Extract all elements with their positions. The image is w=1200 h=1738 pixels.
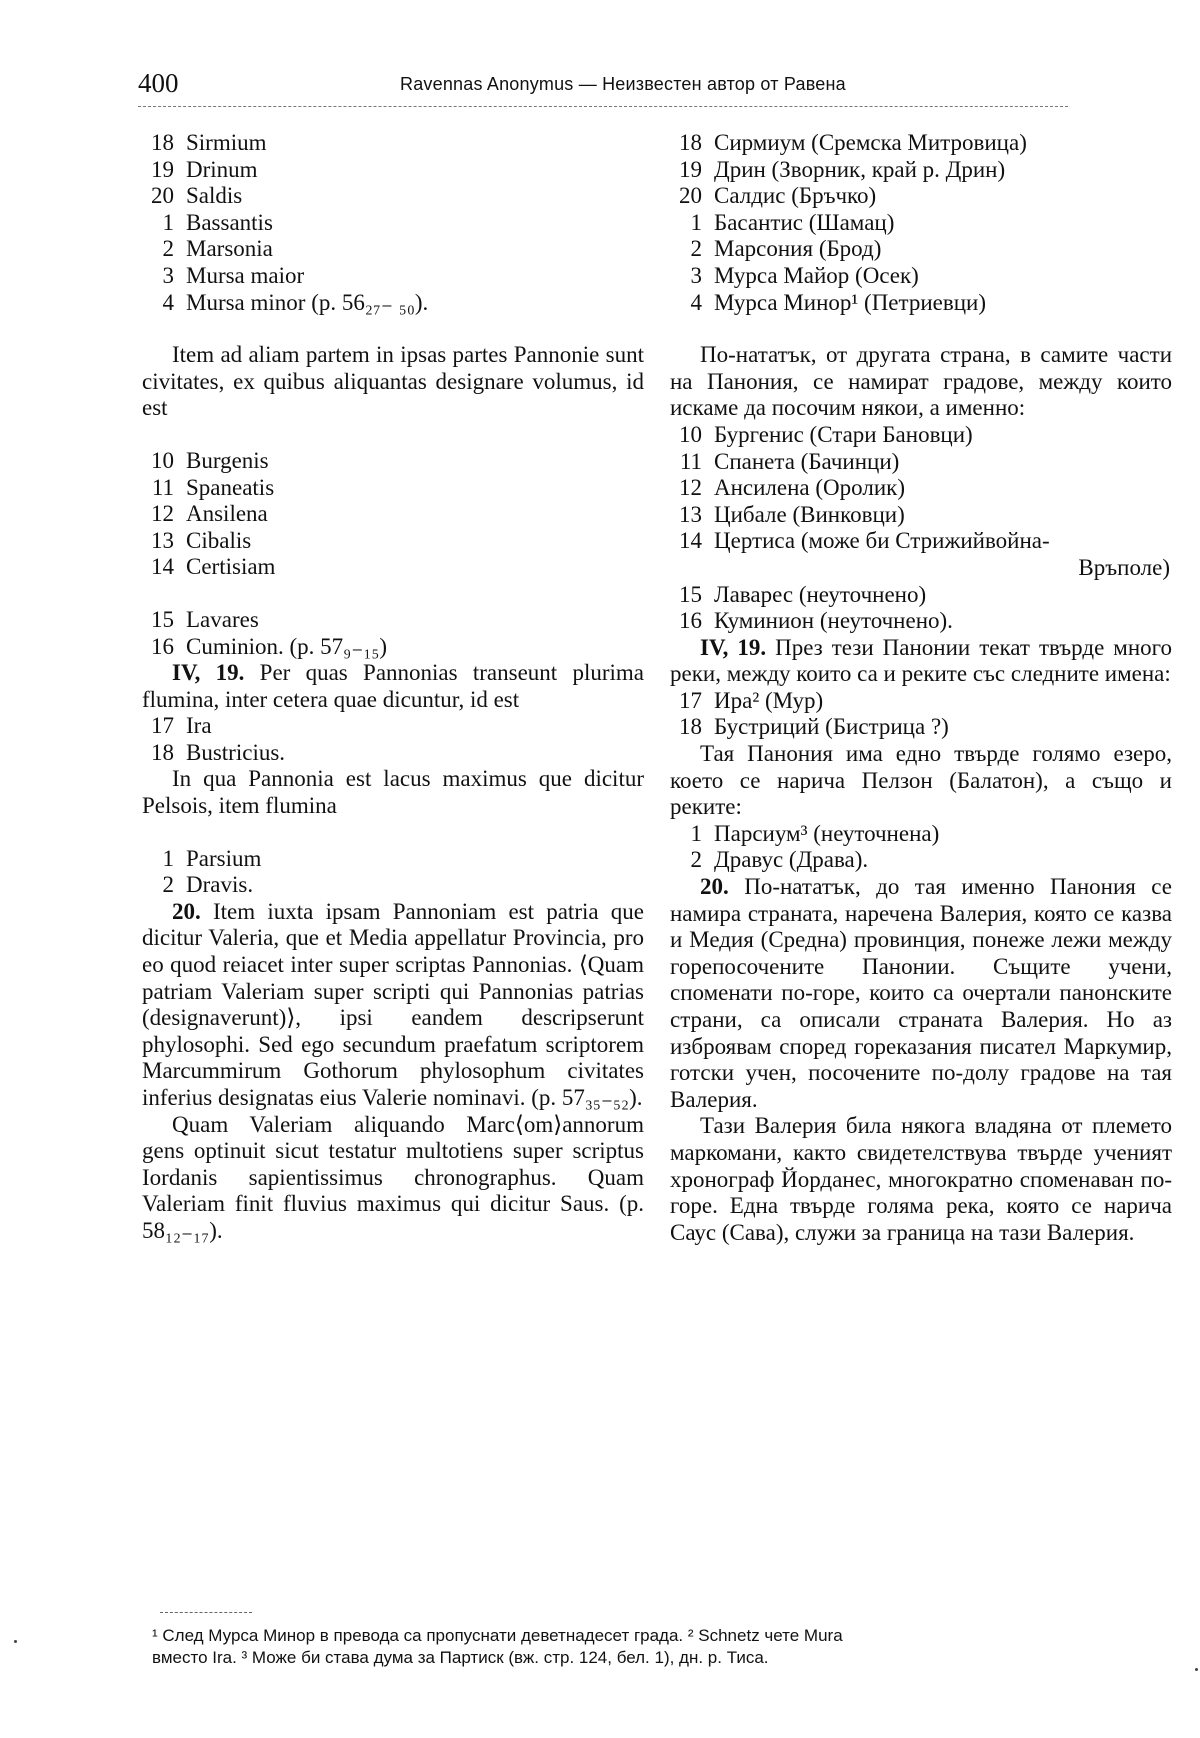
paragraph: In qua Pannonia est lacus maximus que dicitur Pelsois, item flumina xyxy=(142,766,644,819)
scan-speck xyxy=(14,1640,17,1643)
list-item: 20 Салдис (Бръчко) xyxy=(679,183,877,209)
list-item: 1 Парсиум³ (неуточнена) xyxy=(690,820,940,846)
section-label: 20. xyxy=(700,874,729,900)
list-item: 3 Мурса Майор (Осек) xyxy=(690,262,919,288)
list-item: 10 Burgenis xyxy=(151,447,269,473)
section-19: IV, 19. През тези Панонии текат твърде много реки, между които са и реките със следните имена: xyxy=(670,634,1172,687)
list-item: 13 Cibalis xyxy=(151,527,252,553)
paragraph: Тази Валерия била някога владяна от племето маркомани, както свидетелствува твърде ученият хронограф Йорданес, многократно споменаван по-горе. Една твърде голяма река, която се нарича Саус (Сава), служи за граница на тази Валерия. xyxy=(670,1113,1172,1245)
list-item: 11 Спанета (Бачинци) xyxy=(679,448,900,474)
list-item: 19 Drinum xyxy=(151,156,258,182)
section-20: 20. По-нататък, до тая именно Панония се намира страната, наречена Валерия, която се казва и Медия (Средна) провинция, понеже лежи между горепосочените Панонии. Същите учени, споменати по-горе, които са очертали панонските страни, са описали страната Валерия. Но аз изброявам според гореказания писател Маркумир, готски учен, посочените по-долу градове на тая Валерия. xyxy=(670,874,1172,1112)
list-item: 4 Мурса Минор¹ (Петриевци) xyxy=(690,289,987,315)
list-item: 16 Cuminion. (p. 57₉₋₁₅) xyxy=(151,633,388,659)
bulgarian-column xyxy=(670,130,1172,1246)
page-number: 400 xyxy=(138,68,179,98)
list-item: 2 Marsonia xyxy=(162,236,273,262)
list-item: 2 Марсония (Брод) xyxy=(690,236,882,262)
list-item: 1 Басантис (Шамац) xyxy=(690,209,895,235)
list-item: 16 Куминион (неуточнено). xyxy=(679,608,953,634)
list-item: 3 Mursa maior xyxy=(162,262,305,288)
list-item: 15 Лаварес (неуточнено) xyxy=(679,581,927,607)
list-item-continuation: Връполе) xyxy=(1078,554,1170,580)
running-title: Ravennas Anonymus — Неизвестен автор от Равена xyxy=(400,74,846,94)
list-item: 18 Сирмиум (Сремска Митровица) xyxy=(679,130,1027,155)
list-item: 4 Mursa minor (p. 56₂₇₋ ₅₀). xyxy=(162,289,429,315)
river-list-2 xyxy=(670,821,1172,874)
footnote-line: вместо Ira. ³ Може би става дума за Партиск (вж. стр. 124, бел. 1), дн. р. Тиса. xyxy=(152,1648,769,1667)
scan-speck xyxy=(1195,1668,1198,1671)
city-list-1 xyxy=(142,130,644,316)
section-label: IV, 19. xyxy=(700,634,767,660)
list-item: 18 Бустриций (Бистрица ?) xyxy=(679,714,949,740)
city-list-3 xyxy=(670,582,1172,635)
list-item: 20 Saldis xyxy=(151,183,243,209)
list-item: 11 Spaneatis xyxy=(151,474,275,500)
section-label: 20. xyxy=(172,898,201,924)
paragraph: По-нататък, от другата страна, в самите части на Панония, се намират градове, между които искаме да посочим някои, а именно: xyxy=(670,342,1172,421)
footnotes xyxy=(152,1625,1182,1669)
latin-column xyxy=(142,130,644,1245)
list-item: 18 Bustricius. xyxy=(151,739,286,765)
list-item: 12 Ansilena xyxy=(151,501,268,527)
list-item: 10 Бургенис (Стари Бановци) xyxy=(679,421,973,447)
footnote-divider xyxy=(160,1612,252,1613)
list-item: 18 Sirmium xyxy=(151,130,267,155)
list-item: 13 Цибале (Винковци) xyxy=(679,501,905,527)
list-item: 2 Дравус (Драва). xyxy=(690,847,869,873)
list-item: 17 Ира² (Мур) xyxy=(679,687,824,713)
list-item: 1 Parsium xyxy=(162,845,262,871)
city-list-2 xyxy=(670,422,1172,582)
river-list-2 xyxy=(142,846,644,899)
city-list-3 xyxy=(142,607,644,660)
list-item: 12 Ансилена (Оролик) xyxy=(679,475,905,501)
section-19: IV, 19. Per quas Pannonias transeunt plurima flumina, inter cetera quae dicuntur, id est xyxy=(142,660,644,712)
city-list-1 xyxy=(670,130,1172,316)
list-item: 14 Цертиса (може би Стрижийвойна- xyxy=(679,528,1050,554)
city-list-2 xyxy=(142,448,644,581)
list-item: 17 Ira xyxy=(151,713,212,739)
paragraph: Quam Valeriam aliquando Marc⟨om⟩annorum gens optinuit sicut testatur multotiens super scriptus Iordanis sapientissimus chronographus. Quam Valeriam finit fluvius maximus qui dicitur Saus. (p. 58₁₂₋₁₇). xyxy=(142,1111,644,1243)
paragraph: Item ad aliam partem in ipsas partes Pannonie sunt civitates, ex quibus aliquantas designare volumus, id est xyxy=(142,342,644,421)
section-20: 20. Item iuxta ipsam Pannoniam est patria que dicitur Valeria, que et Media appellatur Provincia, pro eo quod reiacet inter super scriptas Pannonias. ⟨Quam patriam Valeriam super scripti qui Pannonias patrias (designaverunt)⟩, ipsi eandem descripserunt phylosophi. Sed ego secundum praefatum scriptorem Marcummirum Gothorum phylosophum civitates inferius designatas eius Valerie nominavi. (p. 57₃₅₋₅₂). xyxy=(142,898,645,1110)
list-item: 14 Certisiam xyxy=(151,554,276,580)
river-list-1 xyxy=(142,713,644,766)
footnote-line: ¹ След Мурса Минор в превода са пропуснати деветнадесет града. ² Schnetz чете Mura xyxy=(152,1626,843,1645)
paragraph: Тая Панония има едно твърде голямо езеро, което се нарича Пелзон (Балатон), а също и реките: xyxy=(670,741,1172,820)
river-list-1 xyxy=(670,688,1172,741)
list-item: 15 Lavares xyxy=(151,606,259,632)
section-label: IV, 19. xyxy=(172,660,245,686)
list-item: 2 Dravis. xyxy=(162,872,254,898)
list-item: 19 Дрин (Зворник, край р. Дрин) xyxy=(679,156,1006,182)
list-item: 1 Bassantis xyxy=(162,209,273,235)
page-header xyxy=(138,66,1068,107)
